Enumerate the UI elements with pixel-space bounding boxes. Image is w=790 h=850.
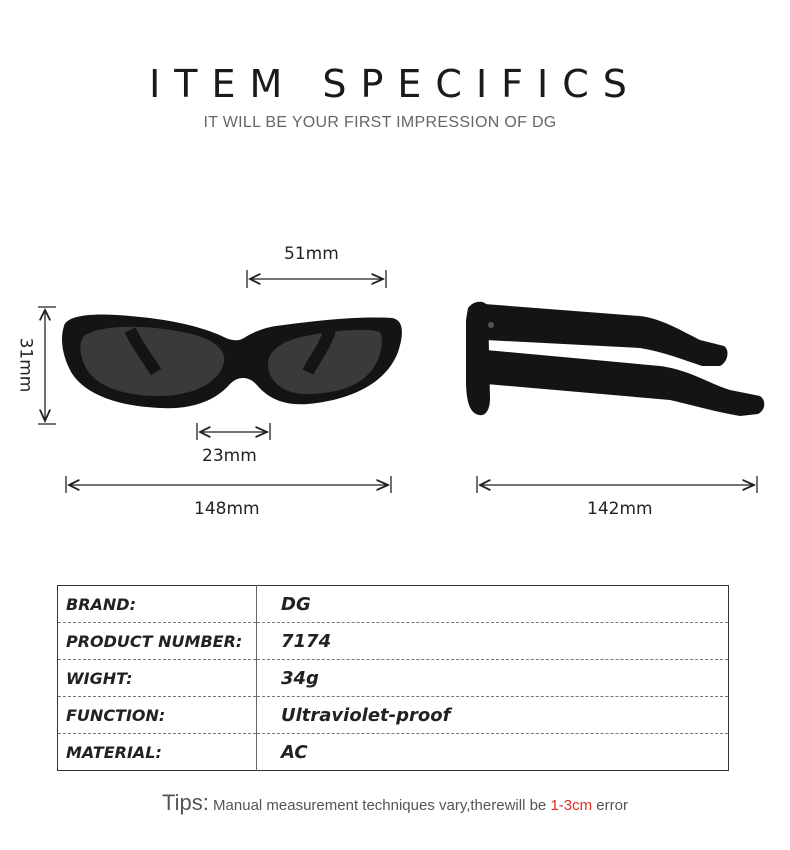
lens-height-label: 31mm bbox=[15, 337, 36, 393]
side-view-glasses bbox=[466, 302, 764, 416]
table-row bbox=[58, 697, 729, 734]
bridge-label: 23mm bbox=[202, 446, 257, 466]
lens-height-dimension bbox=[38, 307, 56, 424]
tips-text-after: error bbox=[592, 797, 628, 814]
spec-label-weight: WIGHT: bbox=[58, 660, 257, 697]
spec-value-weight: 34g bbox=[257, 660, 729, 697]
front-view-glasses bbox=[62, 314, 402, 408]
table-row bbox=[58, 734, 729, 771]
tips-note bbox=[0, 790, 790, 816]
table-row bbox=[58, 586, 729, 623]
table-row bbox=[58, 660, 729, 697]
frame-width-label: 148mm bbox=[194, 499, 260, 519]
spec-value-material: AC bbox=[281, 741, 308, 763]
spec-label-product-number: PRODUCT NUMBER: bbox=[58, 623, 257, 660]
frame-width-dimension bbox=[66, 476, 391, 493]
page-subtitle: IT WILL BE YOUR FIRST IMPRESSION OF DG bbox=[203, 114, 557, 131]
bridge-dimension bbox=[197, 423, 270, 440]
spec-label-material: MATERIAL: bbox=[58, 734, 257, 771]
spec-value-function: Ultraviolet-proof bbox=[257, 697, 729, 734]
temple-length-label: 142mm bbox=[587, 499, 653, 519]
lens-width-dimension bbox=[247, 270, 386, 288]
tips-prefix: Tips: bbox=[162, 790, 209, 815]
lens-width-label: 51mm bbox=[284, 244, 339, 264]
spec-table bbox=[57, 585, 729, 771]
spec-value-product-number: 7174 bbox=[257, 623, 729, 660]
temple-length-dimension bbox=[477, 476, 757, 493]
tips-text-before: Manual measurement techniques vary,therewill be bbox=[208, 797, 551, 814]
spec-label-function: FUNCTION: bbox=[58, 697, 257, 734]
spec-value-brand: DG bbox=[257, 586, 729, 623]
page-title: ITEM SPECIFICS bbox=[149, 62, 641, 106]
spec-label-brand: BRAND: bbox=[58, 586, 257, 623]
table-row bbox=[58, 623, 729, 660]
tips-highlight: 1-3cm bbox=[550, 797, 593, 814]
